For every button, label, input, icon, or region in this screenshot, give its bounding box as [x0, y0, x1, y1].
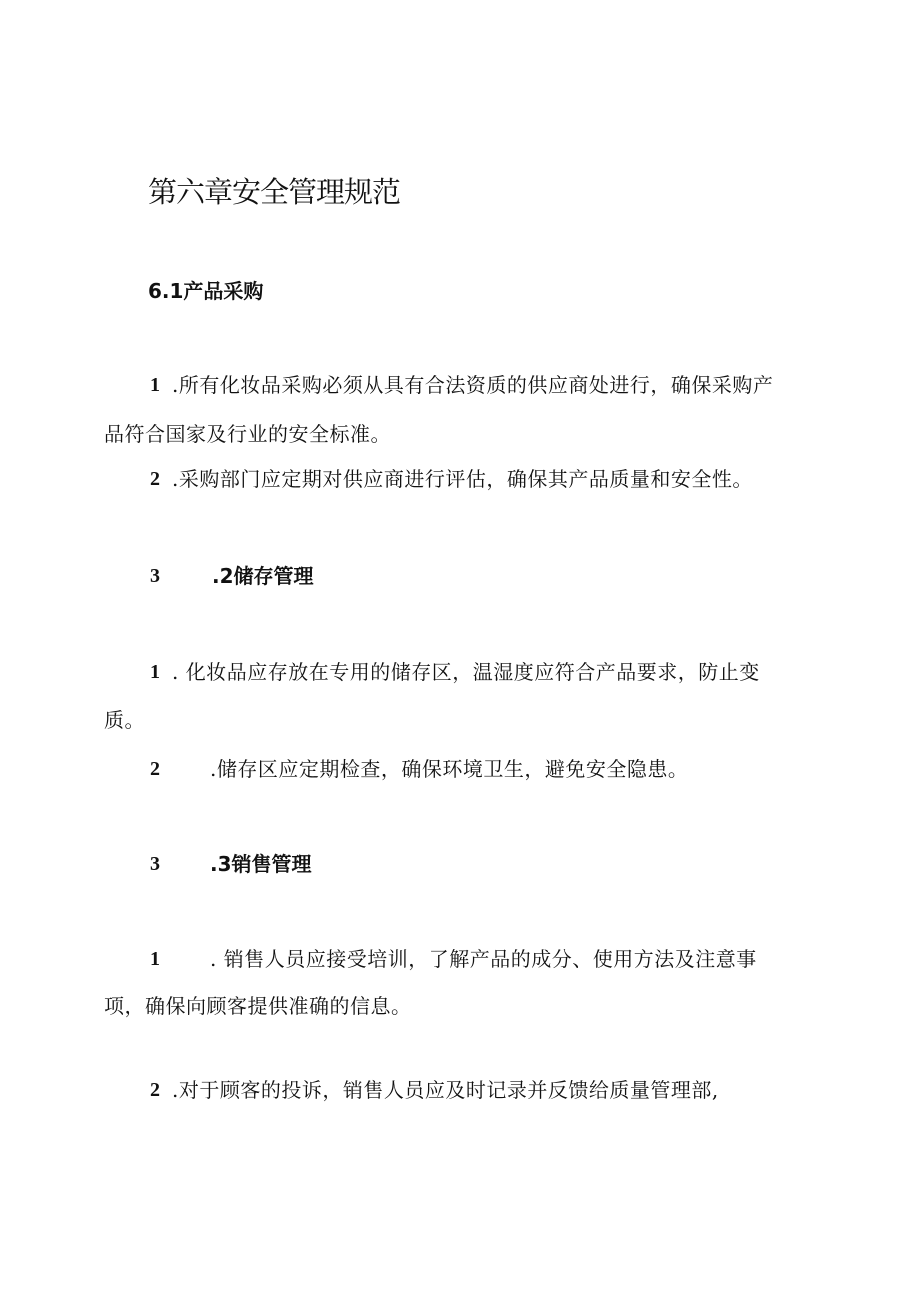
list-item-number: 1 [150, 948, 160, 970]
list-item-text: .所有化妆品采购必须从具有合法资质的供应商处进行，确保采购产 [172, 373, 774, 397]
section-heading-number: 3 [150, 853, 160, 875]
list-item-text-continued: 项，确保向顾客提供准确的信息。 [104, 994, 412, 1018]
list-item-number: 2 [150, 468, 160, 490]
section-heading-number: 3 [150, 565, 160, 587]
list-item-number: 1 [150, 661, 160, 683]
list-item-number: 2 [150, 1079, 160, 1101]
list-item-text-continued: 品符合国家及行业的安全标准。 [104, 422, 391, 446]
chapter-title: 第六章安全管理规范 [148, 175, 401, 209]
list-item-text: . 化妆品应存放在专用的储存区，温湿度应符合产品要求，防止变 [172, 660, 760, 684]
list-item-text-continued: 质。 [104, 708, 145, 732]
section-heading-6-1: 6.1产品采购 [148, 279, 264, 303]
list-item-text: .对于顾客的投诉，销售人员应及时记录并反馈给质量管理部, [172, 1078, 719, 1102]
section-heading-storage: .2储存管理 [212, 564, 314, 588]
list-item-text: .采购部门应定期对供应商进行评估，确保其产品质量和安全性。 [172, 467, 753, 491]
list-item-number: 1 [150, 374, 160, 396]
section-heading-sales: .3销售管理 [210, 852, 312, 876]
list-item-number: 2 [150, 758, 160, 780]
list-item-text: .储存区应定期检查，确保环境卫生，避免安全隐患。 [210, 757, 689, 781]
list-item-text: . 销售人员应接受培训，了解产品的成分、使用方法及注意事 [210, 947, 757, 971]
